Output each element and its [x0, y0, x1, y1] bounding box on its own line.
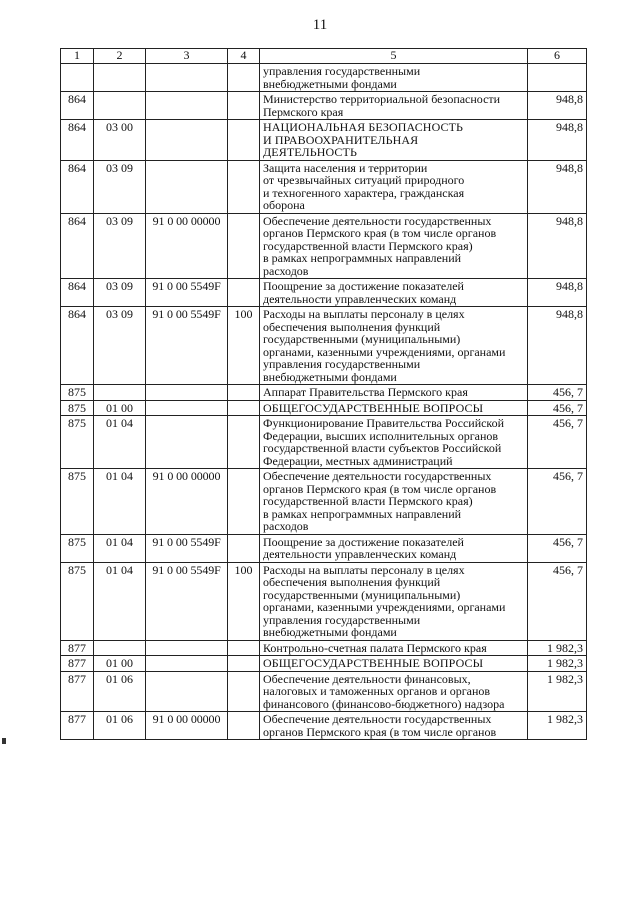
cell-line: финансового (финансово-бюджетного) надзора: [263, 696, 505, 711]
column-header: 5: [260, 49, 528, 64]
margin-mark: [2, 738, 6, 744]
cell-name: [260, 562, 528, 640]
cell-code: 875: [61, 416, 94, 469]
table-row: [61, 712, 587, 740]
table-row: [61, 279, 587, 307]
cell-amount: 456, 7: [528, 534, 587, 562]
cell-target-article: [146, 64, 228, 92]
table-row: [61, 671, 587, 712]
cell-section: 03 09: [94, 307, 146, 385]
cell-target-article: [146, 400, 228, 416]
cell-line: НАЦИОНАЛЬНАЯ БЕЗОПАСНОСТЬ: [263, 120, 464, 134]
cell-target-article: [146, 385, 228, 401]
cell-line: в рамках непрограммных направлений: [263, 251, 462, 265]
cell-code: 864: [61, 279, 94, 307]
cell-line: Федерации, местных администраций: [263, 453, 453, 468]
cell-target-article: 91 0 00 5549F: [146, 307, 228, 385]
cell-expense-type: [228, 400, 260, 416]
cell-amount: [528, 64, 587, 92]
cell-section: 01 04: [94, 562, 146, 640]
cell-line: ОБЩЕГОСУДАРСТВЕННЫЕ ВОПРОСЫ: [263, 400, 484, 415]
cell-code: 875: [61, 534, 94, 562]
column-header: 6: [528, 49, 587, 64]
cell-line: Обеспечение деятельности финансовых,: [263, 671, 471, 686]
cell-amount: 948,8: [528, 279, 587, 307]
cell-code: 877: [61, 640, 94, 656]
cell-line: внебюджетными фондами: [263, 76, 397, 91]
cell-name: [260, 656, 528, 672]
cell-line: Пермского края: [263, 104, 344, 119]
table-row: [61, 416, 587, 469]
cell-target-article: [146, 671, 228, 712]
cell-line: в рамках непрограммных направлений: [263, 506, 462, 521]
cell-target-article: [146, 160, 228, 213]
cell-line: ДЕЯТЕЛЬНОСТЬ: [263, 145, 357, 159]
cell-name: [260, 92, 528, 120]
cell-expense-type: [228, 534, 260, 562]
cell-code: 864: [61, 213, 94, 279]
cell-code: 875: [61, 400, 94, 416]
cell-expense-type: [228, 671, 260, 712]
cell-section: 03 00: [94, 120, 146, 161]
cell-line: ОБЩЕГОСУДАРСТВЕННЫЕ ВОПРОСЫ: [263, 656, 484, 670]
cell-line: внебюджетными фондами: [263, 625, 397, 639]
cell-line: расходов: [263, 263, 309, 278]
table-row: [61, 120, 587, 161]
cell-target-article: [146, 92, 228, 120]
cell-code: 877: [61, 712, 94, 740]
cell-expense-type: [228, 64, 260, 92]
cell-line: Расходы на выплаты персоналу в целях: [263, 562, 465, 577]
cell-section: 01 04: [94, 534, 146, 562]
cell-line: органов Пермского края (в том числе органов: [263, 226, 497, 240]
cell-line: обеспечения выполнения функций: [263, 319, 441, 334]
cell-line: Обеспечение деятельности государственных: [263, 213, 492, 228]
cell-amount: 948,8: [528, 307, 587, 385]
cell-target-article: 91 0 00 5549F: [146, 562, 228, 640]
cell-name: [260, 160, 528, 213]
cell-section: [94, 640, 146, 656]
cell-line: управления государственными: [263, 64, 421, 78]
cell-amount: 1 982,3: [528, 656, 587, 672]
cell-expense-type: [228, 656, 260, 672]
cell-line: деятельности управленческих команд: [263, 291, 457, 306]
cell-expense-type: [228, 279, 260, 307]
cell-line: государственной власти субъектов Российской: [263, 441, 502, 455]
cell-line: органами, казенными учреждениями, органами: [263, 344, 506, 359]
cell-section: 01 00: [94, 400, 146, 416]
cell-line: государственной власти Пермского края): [263, 238, 473, 253]
cell-target-article: 91 0 00 5549F: [146, 534, 228, 562]
cell-name: [260, 400, 528, 416]
cell-section: 01 06: [94, 712, 146, 740]
table-row: [61, 469, 587, 535]
cell-amount: 948,8: [528, 160, 587, 213]
table-row: [61, 385, 587, 401]
cell-name: [260, 671, 528, 712]
cell-section: 03 09: [94, 279, 146, 307]
cell-name: [260, 279, 528, 307]
cell-line: расходов: [263, 519, 309, 533]
cell-section: [94, 385, 146, 401]
cell-amount: 948,8: [528, 213, 587, 279]
cell-expense-type: [228, 92, 260, 120]
cell-code: 864: [61, 120, 94, 161]
column-header: 2: [94, 49, 146, 64]
cell-line: государственными (муниципальными): [263, 587, 461, 602]
cell-name: [260, 120, 528, 161]
cell-line: управления государственными: [263, 612, 421, 627]
cell-line: Обеспечение деятельности государственных: [263, 469, 492, 483]
cell-amount: 456, 7: [528, 469, 587, 535]
cell-expense-type: [228, 120, 260, 161]
table-body: [61, 64, 587, 740]
cell-code: 864: [61, 92, 94, 120]
cell-amount: 456, 7: [528, 400, 587, 416]
cell-line: И ПРАВООХРАНИТЕЛЬНАЯ: [263, 132, 419, 147]
page-number: 11: [312, 17, 328, 33]
cell-code: 875: [61, 469, 94, 535]
column-header: 3: [146, 49, 228, 64]
cell-amount: 1 982,3: [528, 671, 587, 712]
cell-target-article: 91 0 00 00000: [146, 712, 228, 740]
budget-table: [60, 48, 587, 740]
cell-name: [260, 64, 528, 92]
cell-code: 877: [61, 656, 94, 672]
cell-line: и техногенного характера, гражданская: [263, 185, 465, 200]
cell-amount: 1 982,3: [528, 640, 587, 656]
cell-expense-type: [228, 416, 260, 469]
table-row: [61, 656, 587, 672]
cell-line: Поощрение за достижение показателей: [263, 534, 464, 549]
cell-section: 01 04: [94, 416, 146, 469]
cell-amount: 456, 7: [528, 562, 587, 640]
cell-code: 875: [61, 562, 94, 640]
cell-name: [260, 534, 528, 562]
table-row: [61, 64, 587, 92]
cell-amount: 456, 7: [528, 416, 587, 469]
table-row: [61, 213, 587, 279]
cell-expense-type: [228, 640, 260, 656]
cell-line: органами, казенными учреждениями, органами: [263, 600, 506, 614]
cell-section: [94, 92, 146, 120]
cell-target-article: [146, 656, 228, 672]
cell-line: Расходы на выплаты персоналу в целях: [263, 307, 465, 321]
cell-line: Федерации, высших исполнительных органов: [263, 428, 499, 443]
cell-target-article: [146, 416, 228, 469]
cell-expense-type: [228, 712, 260, 740]
cell-amount: 456, 7: [528, 385, 587, 401]
table-row: [61, 307, 587, 385]
cell-name: [260, 385, 528, 401]
cell-amount: 948,8: [528, 92, 587, 120]
cell-amount: 1 982,3: [528, 712, 587, 740]
cell-line: органов Пермского края (в том числе органов: [263, 481, 497, 496]
cell-line: Обеспечение деятельности государственных: [263, 712, 492, 726]
cell-line: управления государственными: [263, 357, 421, 371]
cell-name: [260, 712, 528, 740]
cell-expense-type: 100: [228, 307, 260, 385]
cell-target-article: 91 0 00 00000: [146, 213, 228, 279]
cell-code: 875: [61, 385, 94, 401]
cell-line: Контрольно-счетная палата Пермского края: [263, 640, 487, 655]
cell-line: от чрезвычайных ситуаций природного: [263, 173, 465, 187]
table-row: [61, 92, 587, 120]
column-header: 4: [228, 49, 260, 64]
cell-name: [260, 640, 528, 656]
cell-code: 864: [61, 307, 94, 385]
table-row: [61, 160, 587, 213]
cell-code: 864: [61, 160, 94, 213]
cell-line: оборона: [263, 198, 305, 212]
cell-line: государственными (муниципальными): [263, 332, 461, 346]
cell-line: государственной власти Пермского края): [263, 494, 473, 508]
table-row: [61, 534, 587, 562]
cell-section: 03 09: [94, 213, 146, 279]
cell-section: 01 00: [94, 656, 146, 672]
cell-name: [260, 307, 528, 385]
column-header: 1: [61, 49, 94, 64]
cell-line: Защита населения и территории: [263, 160, 428, 175]
cell-target-article: [146, 120, 228, 161]
cell-line: внебюджетными фондами: [263, 369, 397, 384]
cell-code: 877: [61, 671, 94, 712]
table-header-row: [61, 49, 587, 64]
cell-line: Поощрение за достижение показателей: [263, 279, 464, 293]
table-row: [61, 640, 587, 656]
cell-line: органов Пермского края (в том числе органов: [263, 724, 497, 739]
cell-expense-type: [228, 469, 260, 535]
table-row: [61, 400, 587, 416]
cell-expense-type: [228, 385, 260, 401]
cell-name: [260, 469, 528, 535]
cell-section: 01 04: [94, 469, 146, 535]
cell-section: [94, 64, 146, 92]
cell-target-article: 91 0 00 5549F: [146, 279, 228, 307]
cell-expense-type: [228, 160, 260, 213]
table-row: [61, 562, 587, 640]
cell-section: 01 06: [94, 671, 146, 712]
cell-name: [260, 416, 528, 469]
cell-section: 03 09: [94, 160, 146, 213]
cell-expense-type: [228, 213, 260, 279]
cell-line: Министерство территориальной безопасности: [263, 92, 501, 106]
cell-line: налоговых и таможенных органов и органов: [263, 684, 491, 698]
cell-line: деятельности управленческих команд: [263, 547, 457, 561]
cell-target-article: [146, 640, 228, 656]
cell-expense-type: 100: [228, 562, 260, 640]
cell-line: Функционирование Правительства Российской: [263, 416, 505, 430]
cell-line: Аппарат Правительства Пермского края: [263, 385, 468, 399]
cell-target-article: 91 0 00 00000: [146, 469, 228, 535]
cell-name: [260, 213, 528, 279]
cell-amount: 948,8: [528, 120, 587, 161]
cell-line: обеспечения выполнения функций: [263, 575, 441, 589]
cell-code: [61, 64, 94, 92]
